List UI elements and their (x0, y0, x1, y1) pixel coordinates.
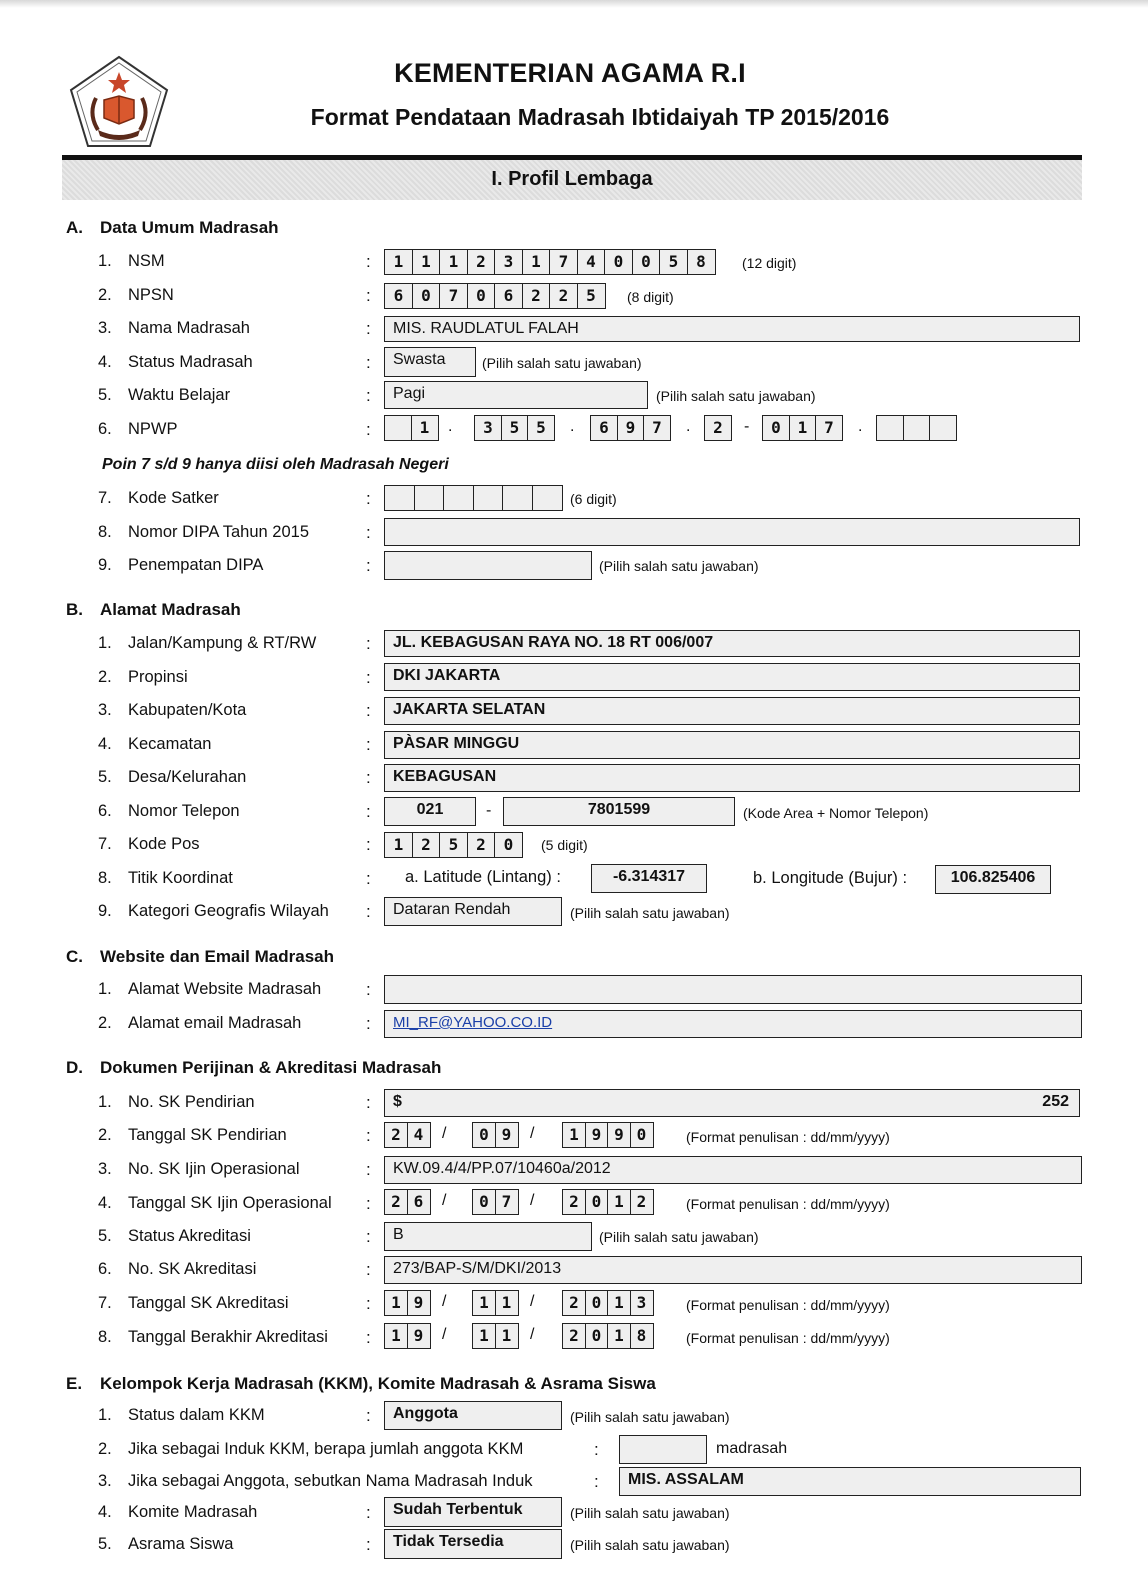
date-separator: / (442, 1192, 447, 1209)
digit-cell[interactable] (384, 485, 415, 511)
section-band-title: I. Profil Lembaga (491, 168, 653, 190)
date-separator: / (530, 1125, 535, 1142)
nsm-digit-boxes[interactable] (384, 249, 716, 275)
digit-cell[interactable]: 3 (474, 415, 502, 441)
colon: : (366, 634, 371, 653)
digit-cell[interactable]: 0 (585, 1189, 609, 1215)
digit-cell[interactable]: 1 (562, 1122, 586, 1148)
penempatan-hint: (Pilih salah satu jawaban) (599, 558, 759, 574)
digit-cell[interactable]: 2 (467, 832, 496, 858)
digit-cell[interactable]: 9 (585, 1122, 609, 1148)
section-d-heading: D. Dokumen Perijinan & Akreditasi Madrasah (66, 1058, 442, 1077)
digit-cell[interactable]: 7 (549, 249, 578, 275)
tgl-berakhir-date[interactable] (384, 1323, 684, 1351)
phone-number-field[interactable]: 7801599 (503, 797, 735, 826)
date-mm-boxes[interactable] (472, 1189, 519, 1215)
geografis-hint: (Pilih salah satu jawaban) (570, 905, 730, 921)
kkm-hint: (Pilih salah satu jawaban) (570, 1409, 730, 1425)
digit-cell[interactable]: 1 (607, 1189, 631, 1215)
sk-ijin-field[interactable]: KW.09.4/4/PP.07/10460a/2012 (384, 1156, 1082, 1184)
digit-cell[interactable]: 1 (495, 1323, 519, 1349)
date-dd-boxes[interactable] (384, 1323, 431, 1349)
digit-cell[interactable] (876, 415, 904, 441)
waktu-belajar-select[interactable]: Pagi (384, 381, 648, 409)
colon: : (366, 1535, 371, 1554)
digit-cell[interactable]: 1 (412, 249, 441, 275)
digit-cell[interactable]: 0 (630, 1122, 654, 1148)
digit-cell[interactable]: 2 (412, 832, 441, 858)
colon: : (366, 735, 371, 754)
asrama-select[interactable]: Tidak Tersedia (384, 1529, 562, 1559)
colon: : (366, 286, 371, 305)
digit-cell[interactable]: 1 (607, 1290, 631, 1316)
date-format-hint: (Format penulisan : dd/mm/yyyy) (686, 1297, 890, 1313)
geografis-select[interactable]: Dataran Rendah (384, 897, 562, 926)
sk-pendirian-number: 252 (1042, 1093, 1069, 1110)
colon: : (366, 1014, 371, 1033)
kabupaten-field[interactable]: JAKARTA SELATAN (384, 697, 1080, 725)
digit-cell[interactable]: 5 (501, 415, 529, 441)
digit-cell[interactable]: 0 (585, 1290, 609, 1316)
date-yyyy-boxes[interactable] (562, 1323, 654, 1349)
digit-cell[interactable]: 3 (494, 249, 523, 275)
digit-cell[interactable]: 0 (472, 1189, 496, 1215)
status-hint: (Pilih salah satu jawaban) (482, 355, 642, 371)
digit-cell[interactable]: 2 (562, 1290, 586, 1316)
waktu-hint: (Pilih salah satu jawaban) (656, 388, 816, 404)
digit-cell[interactable]: 9 (407, 1290, 431, 1316)
colon: : (366, 386, 371, 405)
colon: : (366, 869, 371, 888)
scan-edge (0, 0, 1148, 8)
digit-cell[interactable]: 4 (577, 249, 606, 275)
digit-cell[interactable] (929, 415, 957, 441)
form-subtitle: Format Pendataan Madrasah Ibtidaiyah TP 2015/2016 (310, 104, 890, 130)
date-separator: / (442, 1293, 447, 1310)
npwp-separator: . (686, 418, 691, 435)
date-dd-boxes[interactable] (384, 1189, 431, 1215)
digit-cell[interactable]: 7 (815, 415, 843, 441)
colon: : (366, 1126, 371, 1145)
madrasah-unit: madrasah (716, 1440, 788, 1457)
date-separator: / (530, 1326, 535, 1343)
npwp-separator: . (448, 418, 453, 435)
colon: : (366, 1503, 371, 1522)
digit-cell[interactable]: 2 (562, 1189, 586, 1215)
phone-area-code-field[interactable]: 021 (384, 797, 476, 826)
colon: : (366, 835, 371, 854)
npsn-digit-boxes[interactable] (384, 283, 606, 309)
date-format-hint: (Format penulisan : dd/mm/yyyy) (686, 1196, 890, 1212)
digit-cell[interactable]: 2 (467, 249, 496, 275)
colon: : (366, 980, 371, 999)
digit-cell[interactable]: 9 (617, 415, 645, 441)
digit-cell[interactable]: 8 (687, 249, 716, 275)
digit-cell[interactable]: 0 (585, 1323, 609, 1349)
kecamatan-field[interactable]: PÀSAR MINGGU (384, 731, 1080, 759)
sk-akreditasi-field[interactable]: 273/BAP-S/M/DKI/2013 (384, 1256, 1082, 1284)
colon: : (594, 1472, 599, 1491)
date-yyyy-boxes[interactable] (562, 1189, 654, 1215)
latitude-field[interactable]: -6.314317 (591, 864, 707, 893)
npwp-group-2[interactable] (474, 415, 555, 441)
nomor-dipa-field[interactable] (384, 518, 1080, 546)
induk-nama-field[interactable]: MIS. ASSALAM (619, 1467, 1081, 1496)
digit-cell[interactable]: 0 (412, 283, 441, 309)
digit-cell[interactable]: 9 (607, 1122, 631, 1148)
section-e-heading: E. Kelompok Kerja Madrasah (KKM), Komite Madrasah & Asrama Siswa (66, 1374, 656, 1393)
npwp-separator: . (858, 418, 863, 435)
npwp-separator: - (744, 418, 750, 435)
digit-cell[interactable]: 2 (384, 1122, 408, 1148)
colon: : (366, 1093, 371, 1112)
nama-madrasah-field[interactable]: MIS. RAUDLATUL FALAH (384, 316, 1080, 342)
digit-cell[interactable]: 1 (472, 1290, 496, 1316)
digit-cell[interactable]: 2 (522, 283, 551, 309)
section-band (62, 160, 1082, 200)
satker-hint: (6 digit) (570, 491, 617, 507)
digit-cell[interactable] (903, 415, 931, 441)
colon: : (366, 768, 371, 787)
status-kkm-select[interactable]: Anggota (384, 1401, 562, 1430)
komite-hint: (Pilih salah satu jawaban) (570, 1505, 730, 1521)
colon: : (366, 1328, 371, 1347)
digit-cell[interactable] (443, 485, 474, 511)
digit-cell[interactable]: 0 (604, 249, 633, 275)
penempatan-dipa-select[interactable] (384, 551, 592, 580)
tgl-ijin-date[interactable] (384, 1189, 684, 1217)
digit-cell[interactable]: 1 (522, 249, 551, 275)
nsm-hint: (12 digit) (742, 255, 797, 271)
digit-cell[interactable]: 5 (527, 415, 555, 441)
digit-cell[interactable]: 2 (630, 1189, 654, 1215)
npsn-hint: (8 digit) (627, 289, 674, 305)
colon: : (366, 1260, 371, 1279)
digit-cell[interactable]: 1 (495, 1290, 519, 1316)
induk-jumlah-field[interactable] (619, 1435, 707, 1464)
colon: : (366, 701, 371, 720)
longitude-label: b. Longitude (Bujur) : (753, 869, 908, 887)
npwp-group-4[interactable] (704, 415, 732, 441)
colon: : (366, 802, 371, 821)
jalan-field[interactable]: JL. KEBAGUSAN RAYA NO. 18 RT 006/007 (384, 630, 1080, 657)
digit-cell[interactable]: 1 (411, 415, 439, 441)
digit-cell[interactable]: 1 (789, 415, 817, 441)
digit-cell[interactable]: 4 (407, 1122, 431, 1148)
digit-cell[interactable]: 2 (704, 415, 732, 441)
digit-cell[interactable]: 1 (472, 1323, 496, 1349)
digit-cell[interactable]: 1 (439, 249, 468, 275)
phone-dash: - (486, 802, 492, 819)
digit-cell[interactable]: 5 (659, 249, 688, 275)
digit-cell[interactable]: 0 (494, 832, 523, 858)
colon: : (366, 1294, 371, 1313)
colon: : (366, 353, 371, 372)
date-separator: / (442, 1326, 447, 1343)
digit-cell[interactable]: 6 (590, 415, 618, 441)
digit-cell[interactable]: 7 (439, 283, 468, 309)
digit-cell[interactable]: 6 (384, 283, 413, 309)
sk-pendirian-field[interactable] (384, 1089, 1080, 1117)
digit-cell[interactable]: 0 (632, 249, 661, 275)
digit-cell[interactable]: 6 (407, 1189, 431, 1215)
digit-cell[interactable] (473, 485, 504, 511)
colon: : (366, 1406, 371, 1425)
date-mm-boxes[interactable] (472, 1290, 519, 1316)
status-madrasah-select[interactable]: Swasta (384, 347, 476, 377)
digit-cell[interactable]: 5 (577, 283, 606, 309)
digit-cell[interactable]: 7 (495, 1189, 519, 1215)
date-mm-boxes[interactable] (472, 1122, 519, 1148)
kementerian-agama-emblem-icon (68, 54, 170, 150)
date-separator: / (530, 1293, 535, 1310)
digit-cell[interactable] (532, 485, 563, 511)
colon: : (366, 668, 371, 687)
kode-pos-boxes[interactable] (384, 832, 523, 858)
colon: : (366, 420, 371, 439)
digit-cell[interactable]: 2 (384, 1189, 408, 1215)
propinsi-field[interactable]: DKI JAKARTA (384, 663, 1080, 691)
website-field[interactable] (384, 975, 1082, 1004)
colon: : (366, 902, 371, 921)
digit-cell[interactable]: 2 (562, 1323, 586, 1349)
digit-cell[interactable]: 1 (384, 1323, 408, 1349)
colon: : (366, 319, 371, 338)
date-format-hint: (Format penulisan : dd/mm/yyyy) (686, 1129, 890, 1145)
tgl-pendirian-date[interactable] (384, 1122, 684, 1150)
status-akreditasi-select[interactable]: B (384, 1222, 592, 1251)
colon: : (366, 1160, 371, 1179)
digit-cell[interactable] (414, 485, 445, 511)
digit-cell[interactable]: 7 (643, 415, 671, 441)
digit-cell[interactable]: 2 (549, 283, 578, 309)
section-c-heading: C. Website dan Email Madrasah (66, 947, 334, 966)
colon: : (594, 1440, 599, 1459)
digit-cell[interactable]: 0 (762, 415, 790, 441)
date-dd-boxes[interactable] (384, 1122, 431, 1148)
latitude-label: a. Latitude (Lintang) : (405, 868, 561, 886)
digit-cell[interactable]: 8 (630, 1323, 654, 1349)
longitude-field[interactable]: 106.825406 (935, 865, 1051, 894)
npwp-field[interactable] (384, 415, 984, 443)
colon: : (366, 1227, 371, 1246)
sk-pendirian-prefix: $ (393, 1093, 402, 1110)
colon: : (366, 252, 371, 271)
colon: : (366, 556, 371, 575)
npwp-group-3[interactable] (590, 415, 671, 441)
digit-cell[interactable]: 9 (495, 1122, 519, 1148)
tgl-akreditasi-date[interactable] (384, 1290, 684, 1318)
date-yyyy-boxes[interactable] (562, 1290, 654, 1316)
form-page: KEMENTERIAN AGAMA R.I Format Pendataan Madrasah Ibtidaiyah TP 2015/2016 I. Profil Lembaga A. Data Umum Madrasah 1. NSM : 1 1 1 2 3 1 7 4 0 0 5 8 (12 digit) 2. NPSN : 6 0 7 0 6 2 2 5 (8 digit) 3. Nama Madrasah : MIS. RAUDLATUL FALAH 4. Status Madrasah : Swasta (Pilih salah satu jawaban) 5. Waktu Belajar : Pagi (Pilih salah satu jawaban) 6. NPWP : 1 . 3 5 5 . 6 9 7 . 2 - 0 1 7 . Poin 7 s/d 9 hanya diisi oleh Madrasah Negeri 7. Kode Satker : (6 digit) 8. Nomor DIPA Tahun 2015 : 9. Penempatan DIPA : (Pilih salah satu jawaban) B. Alamat Madrasah 1. Jalan/Kampung & RT/RW : JL. KEBAGUSAN RAYA NO. 18 RT 006/007 2. Propinsi : DKI JAKARTA 3. Kabupaten/Kota : JAKARTA SELATAN 4. Kecamatan : PÀSAR MINGGU 5. Desa/Kelurahan : KEBAGUSAN 6. Nomor Telepon : 021 - 7801599 (Kode Area + Nomor Telepon) 7. Kode Pos : 1 2 5 2 0 (5 digit) 8. Titik Koordinat : a. Latitude (Lintang) : -6.314317 b. Longitude (Bujur) : 106.825406 9. Kategori Geografis Wilayah : Dataran Rendah (Pilih salah satu jawaban) C. Website dan Email Madrasah 1. Alamat Website Madrasah : 2. Alamat email Madrasah : MI_RF@YAHOO.CO.ID D. Dokumen Perijinan & Akreditasi Madrasah 1. No. SK Pendirian : $ 252 2. Tanggal SK Pendirian : 2 4 / 0 9 / 1 9 9 0 (Format penulisan : dd/mm/yyyy) 3. No. SK Ijin Operasional : KW.09.4/4/PP.07/10460a/2012 4. Tanggal SK Ijin Operasional : 2 6 / 0 7 / 2 0 1 2 (Format penulisan : dd/mm/yyyy) 5. Status Akreditasi : B (Pilih salah satu jawaban) 6. No. SK Akreditasi : 273/BAP-S/M/DKI/2013 7. Tanggal SK Akreditasi : 1 9 / 1 1 / 2 0 1 3 (Format penulisan : dd/mm/yyyy) 8. Tanggal Berakhir Akreditasi : 1 9 / 1 1 / 2 0 1 8 (Format penulisan : dd/mm/yyyy) E. Kelompok Kerja Madrasah (KKM), Komite Madrasah & Asrama Siswa 1. Status dalam KKM : Anggota (Pilih salah satu jawaban) 2. Jika sebagai Induk KKM, berapa jumlah anggota KKM : madrasah 3. Jika sebagai Anggota, sebutkan Nama Madrasah Induk : MIS. ASSALAM 4. Komite Madrasah : Sudah Terbentuk (Pilih salah satu jawaban) 5. Asrama Siswa : Tidak Tersedia (Pilih salah satu jawaban) (0, 0, 1148, 1571)
asrama-hint: (Pilih salah satu jawaban) (570, 1537, 730, 1553)
digit-cell[interactable]: 0 (472, 1122, 496, 1148)
colon: : (366, 489, 371, 508)
desa-field[interactable]: KEBAGUSAN (384, 764, 1080, 792)
kode-satker-boxes[interactable] (384, 485, 563, 511)
date-separator: / (442, 1125, 447, 1142)
digit-cell[interactable]: 1 (607, 1323, 631, 1349)
npwp-separator: . (570, 418, 575, 435)
digit-cell[interactable]: 3 (630, 1290, 654, 1316)
digit-cell[interactable]: 9 (407, 1323, 431, 1349)
digit-cell[interactable]: 0 (467, 283, 496, 309)
date-mm-boxes[interactable] (472, 1323, 519, 1349)
phone-hint: (Kode Area + Nomor Telepon) (743, 805, 929, 821)
ministry-title: KEMENTERIAN AGAMA R.I (394, 58, 746, 88)
digit-cell[interactable] (384, 415, 412, 441)
digit-cell[interactable] (502, 485, 533, 511)
npwp-group-5[interactable] (762, 415, 843, 441)
date-format-hint: (Format penulisan : dd/mm/yyyy) (686, 1330, 890, 1346)
digit-cell[interactable]: 1 (384, 1290, 408, 1316)
akreditasi-hint: (Pilih salah satu jawaban) (599, 1229, 759, 1245)
section-b-heading: B. Alamat Madrasah (66, 600, 241, 619)
date-separator: / (530, 1192, 535, 1209)
colon: : (366, 1194, 371, 1213)
npwp-group-6[interactable] (876, 415, 957, 441)
email-field[interactable]: MI_RF@YAHOO.CO.ID (384, 1010, 1082, 1038)
digit-cell[interactable]: 1 (384, 249, 413, 275)
colon: : (366, 523, 371, 542)
negeri-only-note: Poin 7 s/d 9 hanya diisi oleh Madrasah Negeri (102, 456, 449, 473)
section-a-heading: A. Data Umum Madrasah (66, 218, 279, 237)
date-dd-boxes[interactable] (384, 1290, 431, 1316)
digit-cell[interactable]: 5 (439, 832, 468, 858)
npwp-group-1[interactable] (384, 415, 439, 441)
date-yyyy-boxes[interactable] (562, 1122, 654, 1148)
digit-cell[interactable]: 1 (384, 832, 413, 858)
kodepos-hint: (5 digit) (541, 837, 588, 853)
digit-cell[interactable]: 6 (494, 283, 523, 309)
komite-select[interactable]: Sudah Terbentuk (384, 1497, 562, 1527)
